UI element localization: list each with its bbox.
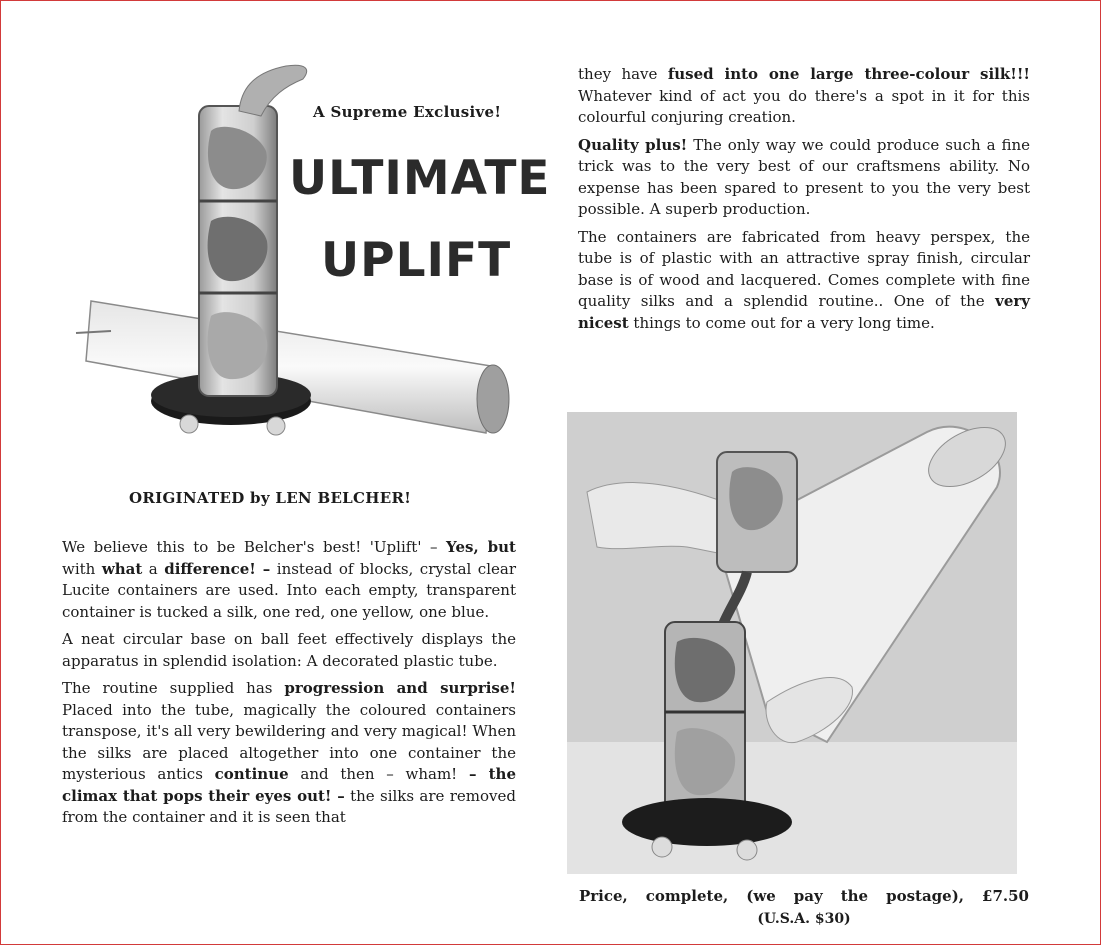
text-run: instead of blocks, crystal clear Lucite containers are used. Into each empty, transparent container is tucked a silk, one red, one yellow, one blue. (62, 559, 516, 621)
text-run: the silks are removed from the container and it is seen that (62, 786, 516, 826)
text-run: progression and surprise! (284, 679, 516, 697)
price-line: Price, complete, (we pay the postage), £7.50 (579, 887, 1029, 905)
text-run: they have (578, 65, 668, 83)
text-run: Whatever kind of act you do there's a spot in it for this colourful conjuring creation. (578, 86, 1030, 126)
text-run: – the climax that pops their eyes out! – (62, 765, 516, 805)
text-run: Quality plus! (578, 135, 688, 154)
text-run: fused into one large three-colour silk!!! (667, 65, 1030, 83)
price-usa-line: (U.S.A. $30) (757, 911, 851, 927)
left-paragraph-1 (62, 537, 516, 623)
text-run: We believe this to be Belcher's best! 'Uplift' – (62, 538, 447, 556)
text-run: what (101, 559, 143, 578)
right-paragraph-3 (578, 227, 1030, 335)
kicker-text: A Supreme Exclusive! (313, 103, 502, 121)
text-run: very nicest (578, 292, 1030, 332)
text-run: difference! – (164, 559, 271, 578)
text-run: Placed into the tube, magically the coloured containers transpose, it's all very bewildering and very magical! When the silks are placed altogether into one container the mysterious antics (62, 700, 516, 783)
text-run: a (142, 559, 165, 578)
title-line-2: UPLIFT (321, 233, 512, 288)
text-run: The only way we could produce such a fine trick was to the very best of our craftsmens ability. No expense has been spared to present to you the very best possible. A superb production. (578, 135, 1031, 218)
text-run: and then – wham! (288, 765, 469, 783)
text-run: The containers are fabricated from heavy perspex, the tube is of plastic with an attractive spray finish, circular base is of wood and lacquered. Comes complete with fine quality silks and a splendid routine.. One of the (578, 227, 1030, 310)
originator-credit: ORIGINATED by LEN BELCHER! (129, 489, 412, 507)
demonstration-photo-hands (567, 412, 1017, 874)
text-run: The routine supplied has (62, 679, 285, 697)
text-run: things to come out for a very long time. (628, 313, 935, 332)
left-paragraph-2: A neat circular base on ball feet effectively displays the apparatus in splendid isolation: A decorated plastic tube. (62, 630, 516, 670)
left-paragraph-3 (62, 678, 516, 829)
text-run: with (62, 559, 102, 578)
right-column-text (578, 64, 1030, 340)
right-paragraph-2 (578, 135, 1030, 221)
left-column-text (62, 537, 516, 835)
text-run: Yes, but (446, 538, 516, 556)
title-line-1: ULTIMATE (289, 151, 551, 206)
right-paragraph-1 (578, 64, 1030, 129)
text-run: continue (214, 765, 289, 783)
